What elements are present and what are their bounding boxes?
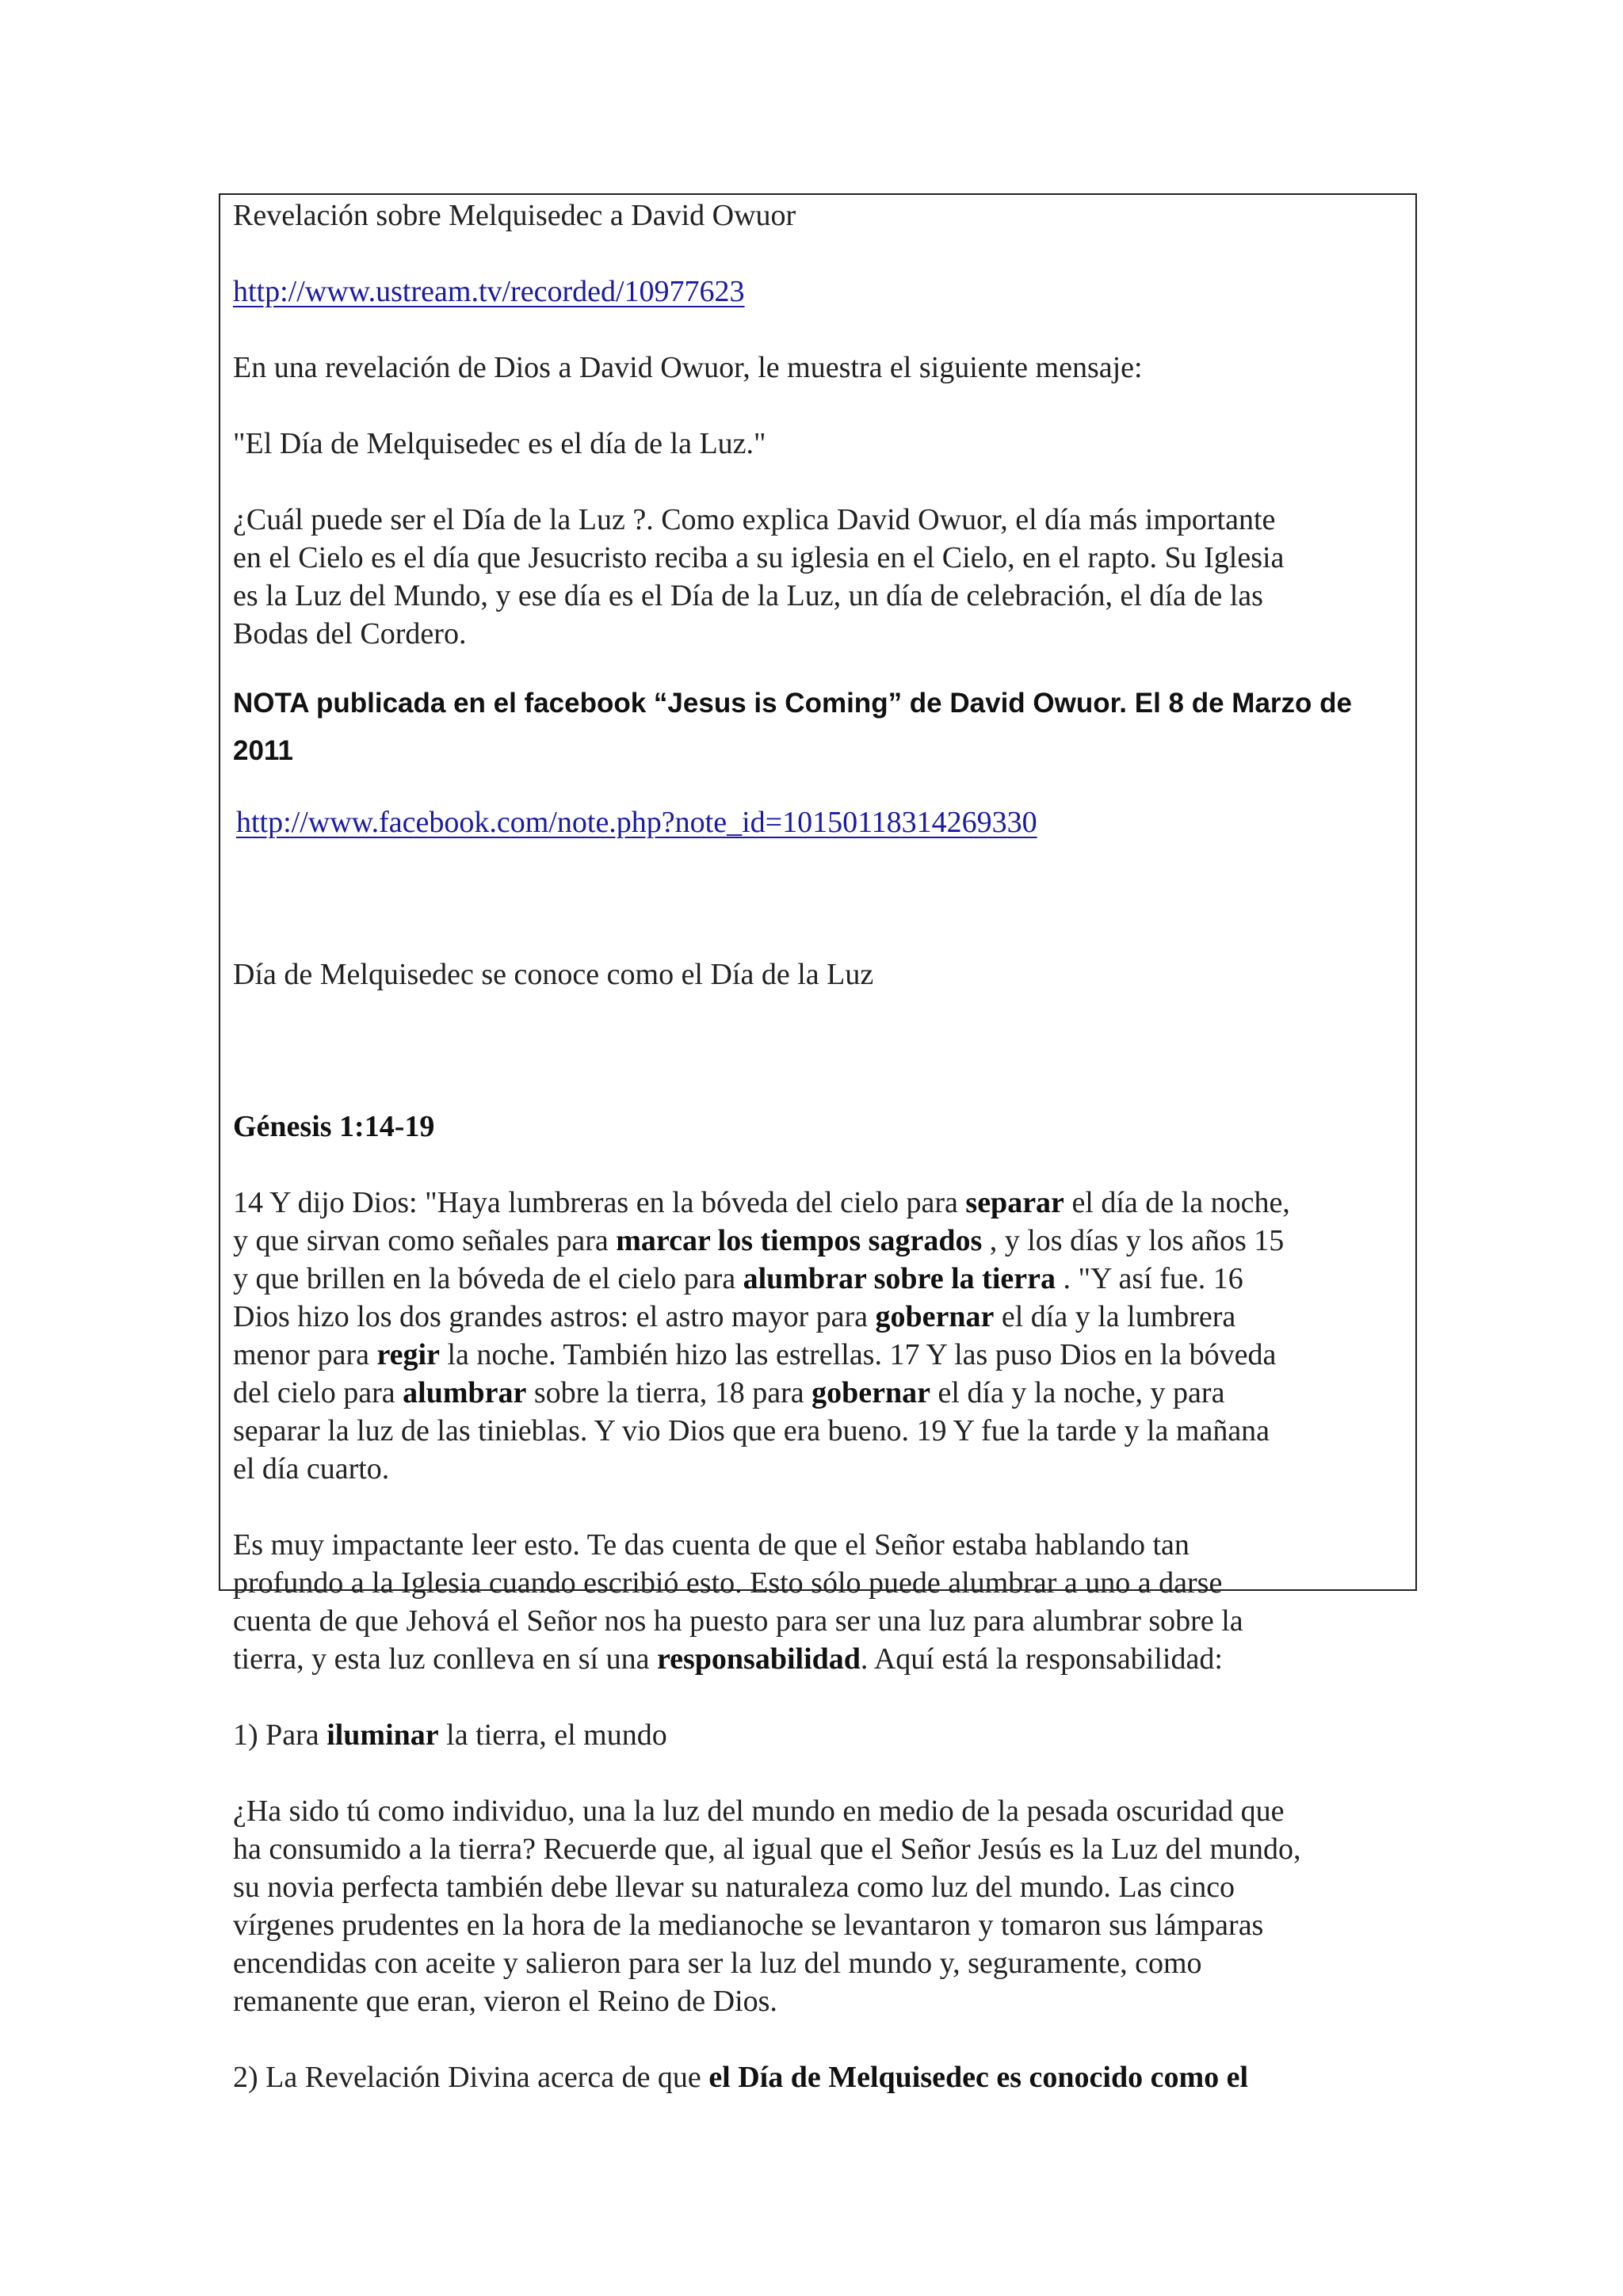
- facebook-note: [233, 680, 1406, 775]
- text-line: Bodas del Cordero.: [233, 617, 467, 650]
- verse-line: Dios hizo los dos grandes astros: el astro mayor para gobernar el día y la lumbrera: [233, 1300, 1236, 1333]
- text-line: ¿Ha sido tú como individuo, una la luz del mundo en medio de la pesada oscuridad que: [233, 1794, 1285, 1828]
- verse-line: el día cuarto.: [233, 1452, 390, 1486]
- text-line: su novia perfecta también debe llevar su naturaleza como luz del mundo. Las cinco: [233, 1871, 1235, 1904]
- verse-line: 14 Y dijo Dios: "Haya lumbreras en la bóveda del cielo para separar el día de la noche,: [233, 1186, 1290, 1219]
- text-line: tierra, y esta luz conlleva en sí una responsabilidad. Aquí está la responsabilidad:: [233, 1642, 1223, 1676]
- genesis-reference: [233, 1108, 1406, 1146]
- note-line: NOTA publicada en el facebook “Jesus is Coming” de David Owuor. El 8 de Marzo de: [233, 688, 1352, 719]
- text-line: en el Cielo es el día que Jesucristo reciba a su iglesia en el Cielo, en el rapto. Su Iglesia: [233, 541, 1285, 574]
- verse-line: separar la luz de las tinieblas. Y vio Dios que era bueno. 19 Y fue la tarde y la mañana: [233, 1414, 1270, 1447]
- text-line: ha consumido a la tierra? Recuerde que, al igual que el Señor Jesús es la Luz del mundo,: [233, 1833, 1301, 1866]
- verses-paragraph: [233, 1184, 1406, 1488]
- genesis-reference-text: Génesis 1:14-19: [233, 1110, 435, 1143]
- text-line: vírgenes prudentes en la hora de la medianoche se levantaron y tomaron sus lámparas: [233, 1909, 1264, 1942]
- ustream-link[interactable]: http://www.ustream.tv/recorded/10977623: [233, 275, 745, 308]
- point-two-cut: 2) La Revelación Divina acerca de que el Día de Melquisedec es conocido como el: [233, 2061, 1249, 2094]
- document-title: Revelación sobre Melquisedec a David Owuor: [233, 199, 796, 232]
- text-line: ¿Cuál puede ser el Día de la Luz ?. Como explica David Owuor, el día más importante: [233, 503, 1276, 536]
- text-line: es la Luz del Mundo, y ese día es el Día de la Luz, un día de celebración, el día de las: [233, 579, 1263, 612]
- verse-line: menor para regir la noche. También hizo las estrellas. 17 Y las puso Dios en la bóveda: [233, 1338, 1277, 1371]
- day-heading: Día de Melquisedec se conoce como el Día de la Luz: [233, 958, 874, 991]
- point-one: 1) Para iluminar la tierra, el mundo: [233, 1718, 667, 1752]
- quote-paragraph: "El Día de Melquisedec es el día de la Luz.": [233, 427, 766, 460]
- verse-line: del cielo para alumbrar sobre la tierra, 18 para gobernar el día y la noche, y para: [233, 1376, 1225, 1409]
- verse-line: y que brillen en la bóveda de el cielo para alumbrar sobre la tierra . "Y así fue. 16: [233, 1262, 1243, 1295]
- question-paragraph: [233, 501, 1406, 653]
- document-body: [233, 195, 1406, 2096]
- text-line: encendidas con aceite y salieron para ser la luz del mundo y, seguramente, como: [233, 1947, 1202, 1980]
- link2-line: [233, 803, 1406, 841]
- text-line: cuenta de que Jehová el Señor nos ha puesto para ser una luz para alumbrar sobre la: [233, 1604, 1243, 1638]
- intro-paragraph: En una revelación de Dios a David Owuor, le muestra el siguiente mensaje:: [233, 351, 1143, 384]
- document-frame: [219, 193, 1417, 2094]
- text-line: profundo a la Iglesia cuando escribió esto. Esto sólo puede alumbrar a uno a darse: [233, 1566, 1223, 1600]
- text-line: Es muy impactante leer esto. Te das cuenta de que el Señor estaba hablando tan: [233, 1528, 1190, 1562]
- impact-paragraph: [233, 1526, 1406, 1678]
- link1-line: [233, 273, 1406, 311]
- text-line: remanente que eran, vieron el Reino de Dios.: [233, 1985, 777, 2018]
- verse-line: y que sirvan como señales para marcar los tiempos sagrados , y los días y los años 15: [233, 1224, 1285, 1257]
- individual-paragraph: [233, 1792, 1406, 2020]
- note-line: 2011: [233, 735, 293, 766]
- facebook-link[interactable]: http://www.facebook.com/note.php?note_id=10150118314269330: [236, 806, 1037, 839]
